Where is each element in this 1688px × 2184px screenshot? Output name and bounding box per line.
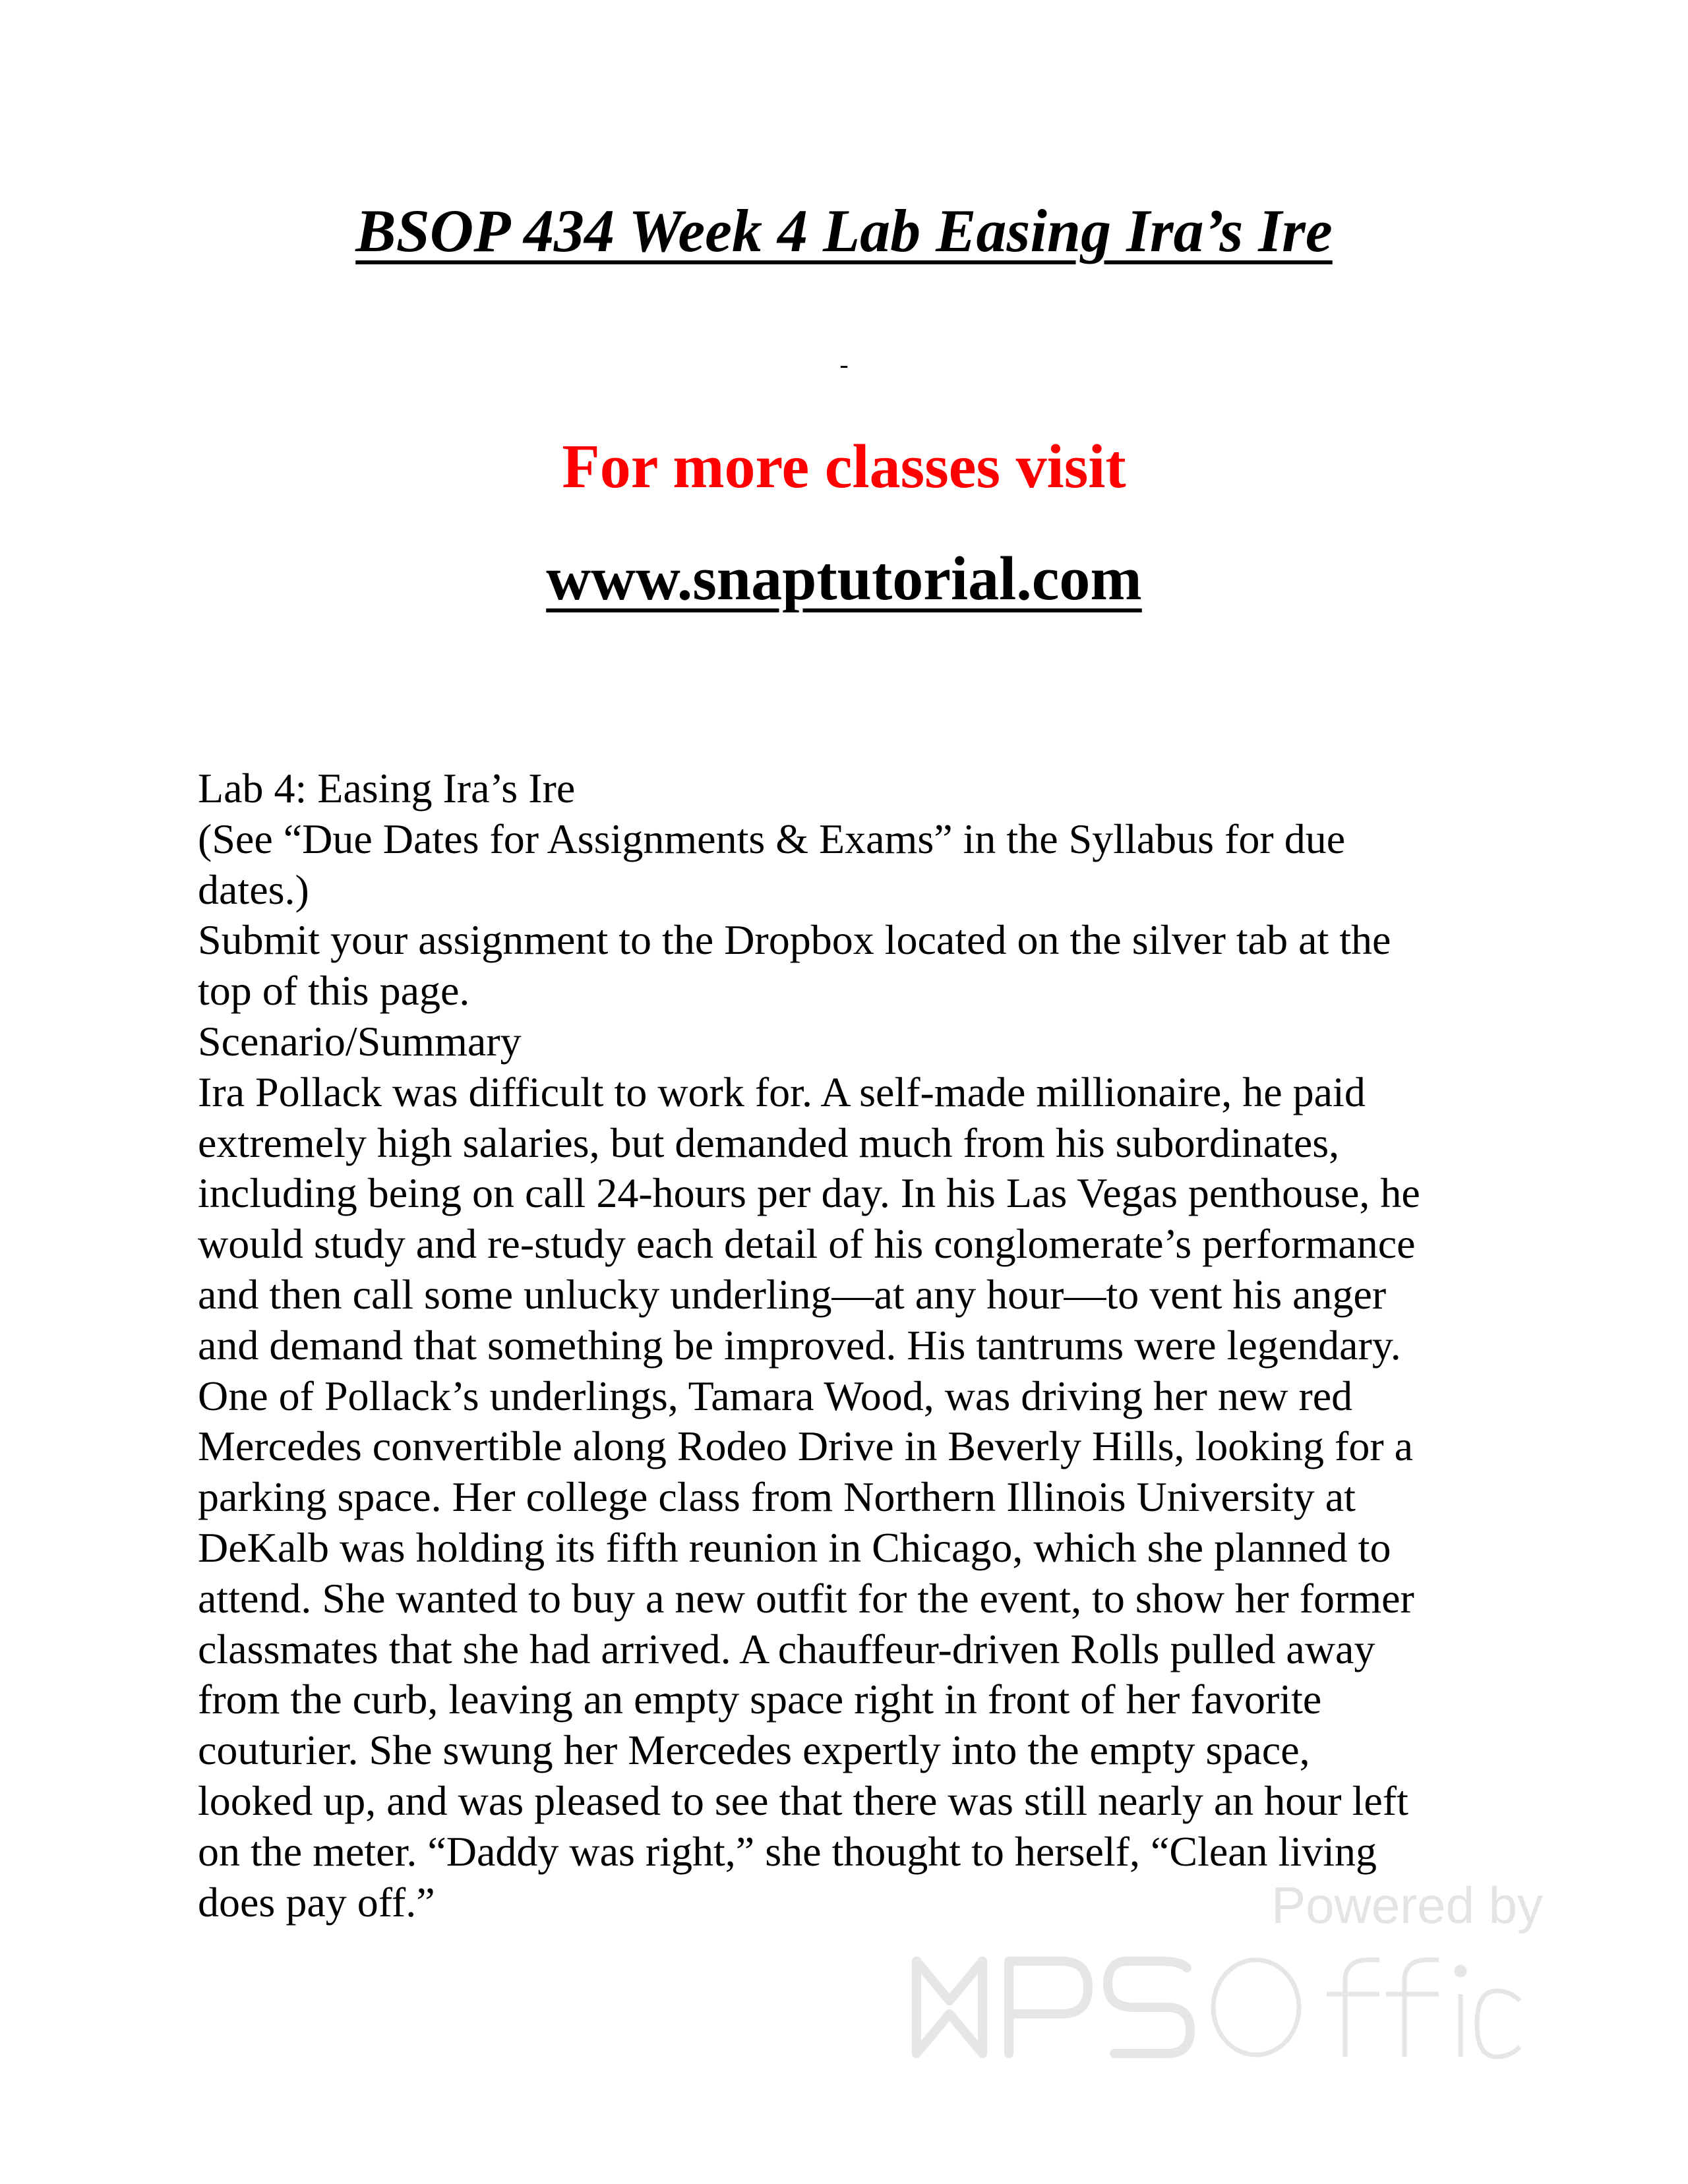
body-line: parking space. Her college class from Northern Illinois University at bbox=[198, 1473, 1356, 1521]
body-line: attend. She wanted to buy a new outfit for the event, to show her former bbox=[198, 1574, 1414, 1622]
document-title: BSOP 434 Week 4 Lab Easing Ira’s Ire bbox=[355, 197, 1333, 264]
body-line: from the curb, leaving an empty space right in front of her favorite bbox=[198, 1676, 1322, 1723]
body-text bbox=[198, 763, 1510, 1928]
body-line: DeKalb was holding its fifth reunion in Chicago, which she planned to bbox=[198, 1523, 1391, 1571]
body-line: classmates that she had arrived. A chauffeur-driven Rolls pulled away bbox=[198, 1625, 1375, 1672]
body-line: Submit your assignment to the Dropbox located on the silver tab at the bbox=[198, 916, 1391, 964]
body-line: Mercedes convertible along Rodeo Drive in Beverly Hills, looking for a bbox=[198, 1423, 1414, 1470]
body-line: Ira Pollack was difficult to work for. A self-made millionaire, he paid bbox=[198, 1068, 1366, 1115]
body-line: Lab 4: Easing Ira’s Ire bbox=[198, 765, 576, 812]
body-line: would study and re-study each detail of his conglomerate’s performance bbox=[198, 1220, 1416, 1268]
body-line: and then call some unlucky underling—at any hour—to vent his anger bbox=[198, 1270, 1387, 1318]
body-line: does pay off.” bbox=[198, 1878, 435, 1926]
body-line: including being on call 24-hours per day. In his Las Vegas penthouse, he bbox=[198, 1169, 1420, 1217]
promo-text: For more classes visit bbox=[562, 432, 1126, 501]
body-line: One of Pollack’s underlings, Tamara Wood, was driving her new red bbox=[198, 1372, 1353, 1419]
body-line: Scenario/Summary bbox=[198, 1017, 522, 1065]
body-line: couturier. She swung her Mercedes expertly into the empty space, bbox=[198, 1727, 1310, 1774]
body-line: and demand that something be improved. His tantrums were legendary. bbox=[198, 1321, 1401, 1369]
body-line: on the meter. “Daddy was right,” she thought to herself, “Clean living bbox=[198, 1827, 1377, 1875]
body-line: extremely high salaries, but demanded much from his subordinates, bbox=[198, 1119, 1340, 1166]
watermark-powered-by: Powered by bbox=[1271, 1876, 1543, 1934]
wps-office-logo-icon bbox=[910, 1948, 1543, 2067]
body-line: looked up, and was pleased to see that there was still nearly an hour left bbox=[198, 1777, 1408, 1824]
site-link[interactable]: www.snaptutorial.com bbox=[546, 545, 1142, 613]
body-line: dates.) bbox=[198, 866, 309, 913]
body-line: (See “Due Dates for Assignments & Exams” in the Syllabus for due bbox=[198, 815, 1346, 862]
separator-dash: - bbox=[839, 349, 849, 379]
body-line: top of this page. bbox=[198, 967, 470, 1015]
